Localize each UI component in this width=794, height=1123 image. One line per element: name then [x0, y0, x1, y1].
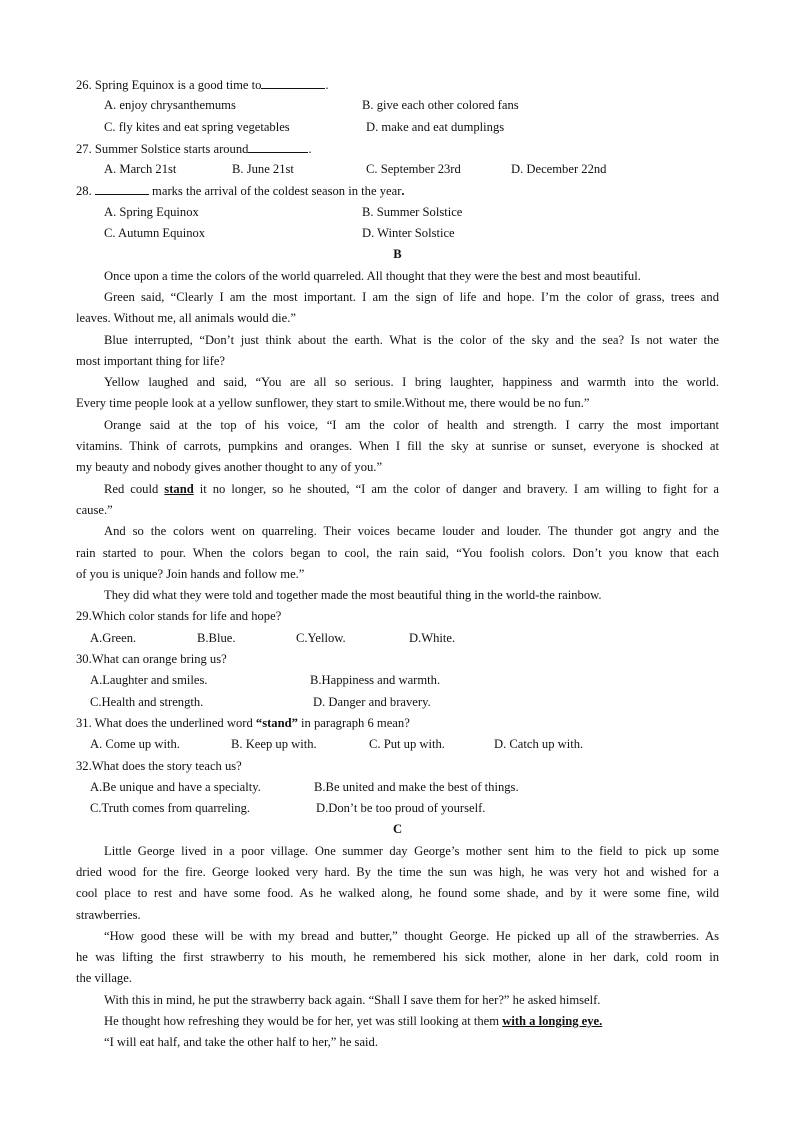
question-32-options-row2	[76, 798, 719, 819]
underlined-phrase: with a longing eye.	[502, 1014, 603, 1029]
q29-option-a: A.Green.	[90, 630, 137, 645]
q28-option-d: D. Winter Solstice	[362, 226, 455, 241]
p4-pre: He thought how refreshing they would be for her, yet was still looking at them	[104, 1014, 503, 1029]
question-26-options-row1	[76, 95, 719, 116]
q26-option-c: C. fly kites and eat spring vegetables	[104, 119, 290, 134]
q31-option-c: C. Put up with.	[369, 737, 445, 752]
passage-c-p2-line2: he was lifting the first strawberry to his mouth, he remembered his sick mother, alone in her dark, cold room in	[76, 950, 719, 965]
passage-b-p1: Once upon a time the colors of the world quarreled. All thought that they were the best and most beautiful.	[104, 268, 641, 283]
question-30-options-row1	[76, 670, 719, 691]
q27-option-b: B. June 21st	[232, 162, 294, 177]
q28-option-a: A. Spring Equinox	[104, 204, 199, 219]
question-29-options	[76, 628, 719, 649]
q31-word: “stand”	[255, 715, 298, 730]
q26-prefix: 26. Spring Equinox is a good time to	[76, 78, 262, 92]
q27-prefix: 27. Summer Solstice starts around	[76, 141, 249, 156]
question-28-stem	[76, 180, 719, 201]
q26-option-b: B. give each other colored fans	[362, 98, 519, 113]
q26-option-a: A. enjoy chrysanthemums	[104, 98, 236, 113]
q28-end: .	[401, 184, 405, 199]
question-32-stem: 32.What does the story teach us?	[76, 758, 242, 773]
passage-b-p5-line2: vitamins. Think of carrots, pumpkins and oranges. When I fill the sky at sunrise or sunset, everyone is shocked at	[76, 439, 719, 454]
passage-b-p7-line3: of you is unique? Join hands and follow me.”	[76, 566, 305, 581]
passage-c-p5: “I will eat half, and take the other half to her,” he said.	[104, 1035, 378, 1050]
q29-option-d: D.White.	[409, 630, 456, 645]
section-b-heading: B	[393, 247, 402, 262]
question-32-options-row1	[76, 777, 719, 798]
passage-b-p5-line1: Orange said at the top of his voice, “I am the color of health and strength. I carry the most important	[104, 417, 719, 432]
q31-post: in paragraph 6 mean?	[297, 715, 410, 730]
section-c-heading: C	[392, 822, 403, 837]
passage-b-p4-line1: Yellow laughed and said, “You are all so serious. I bring laughter, happiness and warmth into the world.	[104, 375, 719, 390]
question-26-stem	[76, 74, 719, 95]
q29-option-b: B.Blue.	[197, 630, 236, 645]
passage-b-p4-line2: Every time people look at a yellow sunflower, they start to smile.Without me, there would be no fun.”	[76, 396, 590, 411]
q30-option-b: B.Happiness and warmth.	[310, 673, 441, 688]
passage-b-p2-line1: Green said, “Clearly I am the most important. I am the sign of life and hope. I’m the color of grass, trees and	[104, 289, 719, 304]
passage-c-p1-line4: strawberries.	[76, 907, 141, 922]
passage-b-p8: They did what they were told and together made the most beautiful thing in the world-the rainbow.	[104, 588, 602, 603]
question-27-options	[76, 159, 719, 180]
passage-b-p7-line2: rain started to pour. When the colors began to cool, the rain said, “You foolish colors. Don’t you know that each	[76, 545, 719, 560]
question-30-options-row2	[76, 692, 719, 713]
passage-c-p2-line1: “How good these will be with my bread and butter,” thought George. He picked up all of the strawberries. As	[104, 928, 719, 943]
passage-c-p2-line3: the village.	[76, 971, 132, 986]
answer-blank	[261, 74, 325, 89]
p6-post: it no longer, so he shouted, “I am the color of danger and bravery. I am willing to fight for a	[193, 481, 719, 496]
passage-b-p3-line1: Blue interrupted, “Don’t just think about the earth. What is the color of the sky and the sea? Is not water the	[104, 332, 719, 347]
question-30-stem: 30.What can orange bring us?	[76, 652, 227, 667]
q31-pre: 31. What does the underlined word	[76, 715, 256, 730]
exam-page	[76, 74, 719, 1054]
passage-b-p7-line1: And so the colors went on quarreling. Their voices became louder and louder. The thunder got angry and the	[104, 524, 719, 539]
passage-c-p1-line2: dried wood for the fire. George looked very hard. By the time the sun was high, he was very hot and wished for a	[76, 864, 719, 879]
passage-c-p3: With this in mind, he put the strawberry back again. “Shall I save them for her?” he asked himself.	[104, 992, 601, 1007]
q27-option-a: A. March 21st	[104, 162, 177, 177]
q31-option-a: A. Come up with.	[90, 737, 180, 752]
question-28-options-row1	[76, 202, 719, 223]
question-31-options	[76, 734, 719, 755]
q27-option-c: C. September 23rd	[366, 162, 461, 177]
q30-option-c: C.Health and strength.	[90, 694, 204, 709]
question-31-stem	[76, 713, 719, 734]
q31-option-b: B. Keep up with.	[231, 737, 317, 752]
q30-option-d: D. Danger and bravery.	[313, 694, 431, 709]
q31-option-d: D. Catch up with.	[494, 737, 584, 752]
q32-option-d: D.Don’t be too proud of yourself.	[316, 801, 486, 816]
passage-b-p6-line2: cause.”	[76, 502, 113, 517]
passage-b-p2-line2: leaves. Without me, all animals would die.”	[76, 311, 296, 326]
q26-suffix: .	[325, 78, 329, 92]
passage-c-p1-line3: cool place to rest and have some food. As he walked along, he found some shade, and by it were some fine, wild	[76, 886, 719, 901]
question-28-options-row2	[76, 223, 719, 244]
q32-option-c: C.Truth comes from quarreling.	[90, 801, 251, 816]
question-26-options-row2	[76, 117, 719, 138]
q30-option-a: A.Laughter and smiles.	[90, 673, 208, 688]
q32-option-b: B.Be united and make the best of things.	[314, 779, 519, 794]
passage-c-p1-line1: Little George lived in a poor village. One summer day George’s mother sent him to the field to pick up some	[104, 843, 719, 858]
q28-option-c: C. Autumn Equinox	[104, 226, 206, 241]
q28-suffix: marks the arrival of the coldest season in the year	[148, 184, 402, 199]
passage-b-p5-line3: my beauty and nobody gives another thought to any of you.”	[76, 460, 383, 475]
q28-prefix: 28.	[76, 184, 92, 199]
q27-suffix: .	[308, 141, 312, 156]
passage-c-p4	[76, 1011, 719, 1032]
passage-b-p3-line2: most important thing for life?	[76, 353, 225, 368]
q32-option-a: A.Be unique and have a specialty.	[90, 779, 261, 794]
question-29-stem: 29.Which color stands for life and hope?	[76, 609, 282, 624]
passage-b-p6-line1	[76, 479, 719, 500]
question-27-stem	[76, 138, 719, 159]
answer-blank	[248, 138, 308, 153]
answer-blank	[95, 180, 149, 195]
q28-option-b: B. Summer Solstice	[362, 204, 463, 219]
q26-option-d: D. make and eat dumplings	[366, 119, 505, 134]
q27-option-d: D. December 22nd	[511, 162, 607, 177]
underlined-word-stand: stand	[164, 481, 194, 496]
p6-pre: Red could	[104, 481, 165, 496]
q29-option-c: C.Yellow.	[296, 630, 346, 645]
